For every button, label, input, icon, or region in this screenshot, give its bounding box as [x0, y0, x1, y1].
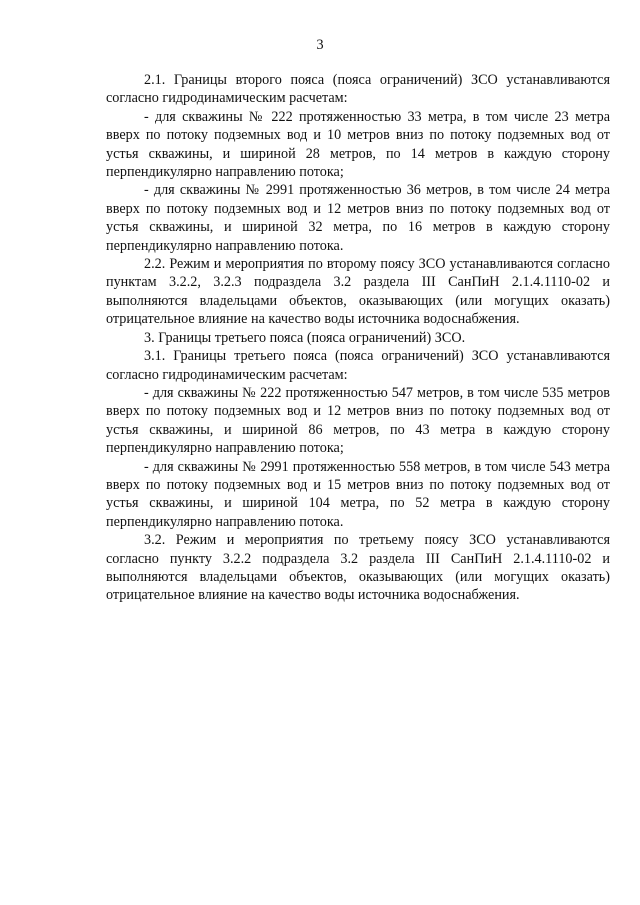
paragraph-well-222-zone-2: - для скважины № 222 протяженностью 33 метра, в том числе 23 метра вверх по потоку подземных вод и 10 метров вниз по потоку подземных вод от устья скважины, и шириной 28 метров, по 14 метров в каждую сторону перпендикулярно направлению потока;	[106, 108, 610, 181]
paragraph-well-2991-zone-2: - для скважины № 2991 протяженностью 36 метров, в том числе 24 метра вверх по потоку подземных вод и 12 метров вниз по потоку подземных вод от устья скважины, и шириной 32 метра, по 16 метров в каждую сторону перпендикулярно направлению потока.	[106, 182, 610, 254]
paragraph-well-2991-zone-3: - для скважины № 2991 протяженностью 558 метров, в том числе 543 метра вверх по потоку подземных вод и 15 метров вниз по потоку подземных вод от устья скважины, и шириной 104 метра, по 52 метра в каждую сторону перпендикулярно направлению потока.	[106, 458, 610, 530]
paragraph-3-1: 3.1. Границы третьего пояса (пояса ограничений) ЗСО устанавливаются согласно гидродинамическим расчетам:	[106, 348, 610, 383]
paragraph-2-2: 2.2. Режим и мероприятия по второму поясу ЗСО устанавливаются согласно пунктам 3.2.2, 3.2.3 подраздела 3.2 раздела III СанПиН 2.1.4.1110-02 и выполняются владельцами объектов, оказывающих (или могущих оказать) отрицательное влияние на качество воды источника водоснабжения.	[106, 256, 610, 328]
paragraph-well-222-zone-3: - для скважины № 222 протяженностью 547 метров, в том числе 535 метров вверх по потоку подземных вод и 12 метров вниз по потоку подземных вод от устья скважины, и шириной 86 метров, по 43 метра в каждую сторону перпендикулярно направлению потока;	[106, 384, 610, 457]
paragraph-3-heading: 3. Границы третьего пояса (пояса ограничений) ЗСО.	[144, 329, 466, 346]
paragraph-3-2: 3.2. Режим и мероприятия по третьему поясу ЗСО устанавливаются согласно пункту 3.2.2 подраздела 3.2 раздела III СанПиН 2.1.4.1110-02 и выполняются владельцами объектов, оказывающих (или могущих оказать) отрицательное влияние на качество воды источника водоснабжения.	[106, 532, 610, 604]
document-body	[106, 71, 610, 605]
paragraph-2-1: 2.1. Границы второго пояса (пояса ограничений) ЗСО устанавливаются согласно гидродинамическим расчетам:	[106, 72, 610, 107]
page-number: 3	[316, 37, 324, 53]
